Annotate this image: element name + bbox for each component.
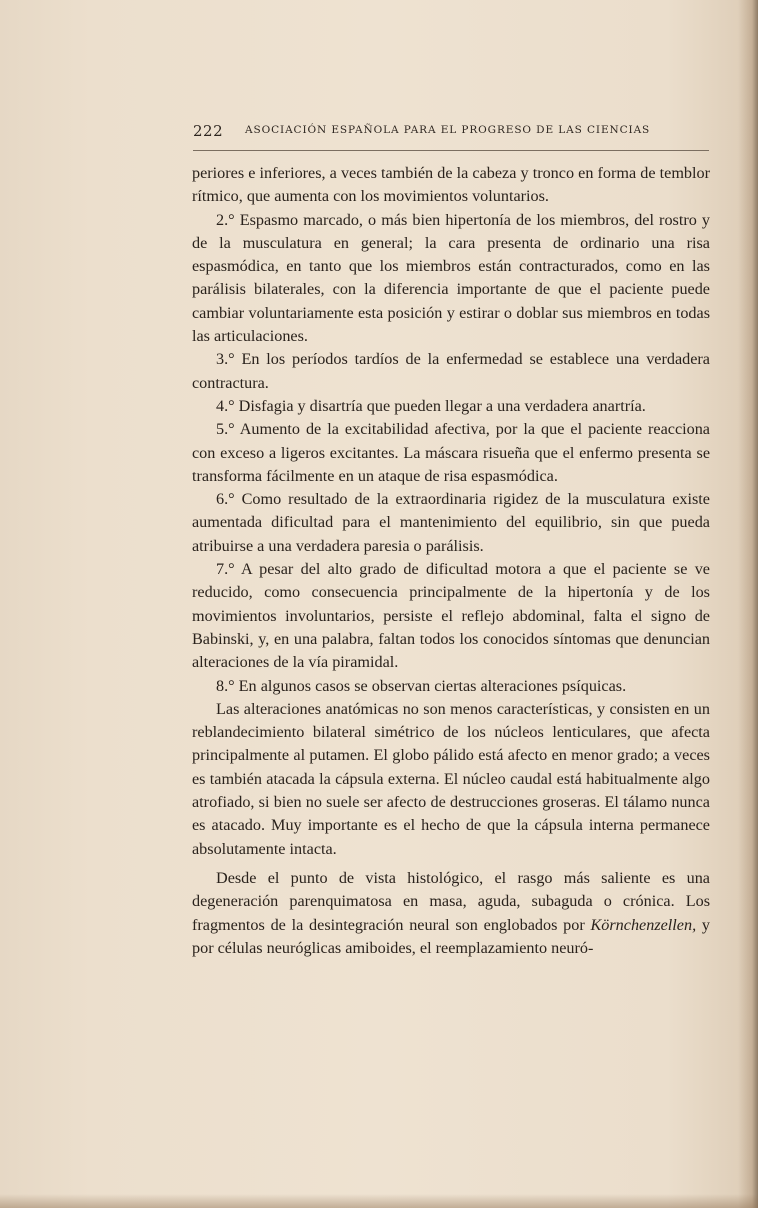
running-head: ASOCIACIÓN ESPAÑOLA PARA EL PROGRESO DE LAS CIENCIAS xyxy=(245,124,651,136)
paragraph-item-4: 4.° Disfagia y disartría que pueden llegar a una verdadera anartría. xyxy=(216,396,646,415)
paragraph-histology xyxy=(192,867,710,960)
page-edge-shadow xyxy=(738,0,758,1208)
histology-text-start: Desde el punto de vista histológico, el rasgo más saliente es una degeneración parenquimatosa en masa, aguda, subaguda o crónica. Los fragmentos de la desintegración neural son englobados por xyxy=(192,868,710,934)
paragraph-item-3: 3.° En los períodos tardíos de la enfermedad se establece una verdadera contractura. xyxy=(192,350,710,392)
paragraph-continuation: periores e inferiores, a veces también de la cabeza y tronco en forma de temblor rítmico, que aumenta con los movimientos voluntarios. xyxy=(192,164,710,206)
body-text xyxy=(192,162,710,960)
page-number: 222 xyxy=(193,122,224,140)
paragraph-item-6: 6.° Como resultado de la extraordinaria rigidez de la musculatura existe aumentada dificultad para el mantenimiento del equilibrio, sin que pueda atribuirse a una verdadera paresia o parálisis. xyxy=(192,490,710,555)
header-rule xyxy=(193,150,709,151)
page-bottom-shadow xyxy=(0,1194,758,1208)
paragraph-item-2: 2.° Espasmo marcado, o más bien hipertonía de los miembros, del rostro y de la musculatura en general; la cara presenta de ordinario una risa espasmódica, en tanto que los miembros están contracturados, como en las parálisis bilaterales, con la diferencia importante de que el paciente puede cambiar voluntariamente esta posición y estirar o doblar sus miembros en todas las articulaciones. xyxy=(192,210,710,346)
page-header xyxy=(193,122,709,142)
paragraph-item-8: 8.° En algunos casos se observan ciertas alteraciones psíquicas. xyxy=(216,676,627,695)
histology-text-end: y por células neuróglicas amiboides, el reemplazamiento neuró- xyxy=(192,915,710,957)
paragraph-item-5: 5.° Aumento de la excitabilidad afectiva, por la que el paciente reacciona con exceso a ligeros excitantes. La máscara risueña que el enfermo presenta se transforma fácilmente en un ataque de risa espasmódica. xyxy=(192,420,710,485)
paragraph-anatomy: Las alteraciones anatómicas no son menos características, y consisten en un reblandecimiento bilateral simétrico de los núcleos lenticulares, que afecta principalmente al putamen. El globo pálido está afecto en menor grado; a veces es también atacada la cápsula externa. El núcleo caudal está habitualmente algo atrofiado, si bien no suele ser afecto de destrucciones groseras. El tálamo nunca es atacado. Muy importante es el hecho de que la cápsula interna permanece absolutamente intacta. xyxy=(192,699,710,858)
italic-term: Körnchenzellen, xyxy=(590,915,697,934)
paragraph-item-7: 7.° A pesar del alto grado de dificultad motora a que el paciente se ve reducido, como consecuencia principalmente de la hipertonía y de los movimientos involuntarios, persiste el reflejo abdominal, falta el signo de Babinski, y, en una palabra, faltan todos los conocidos síntomas que denuncian alteraciones de la vía piramidal. xyxy=(192,560,710,672)
